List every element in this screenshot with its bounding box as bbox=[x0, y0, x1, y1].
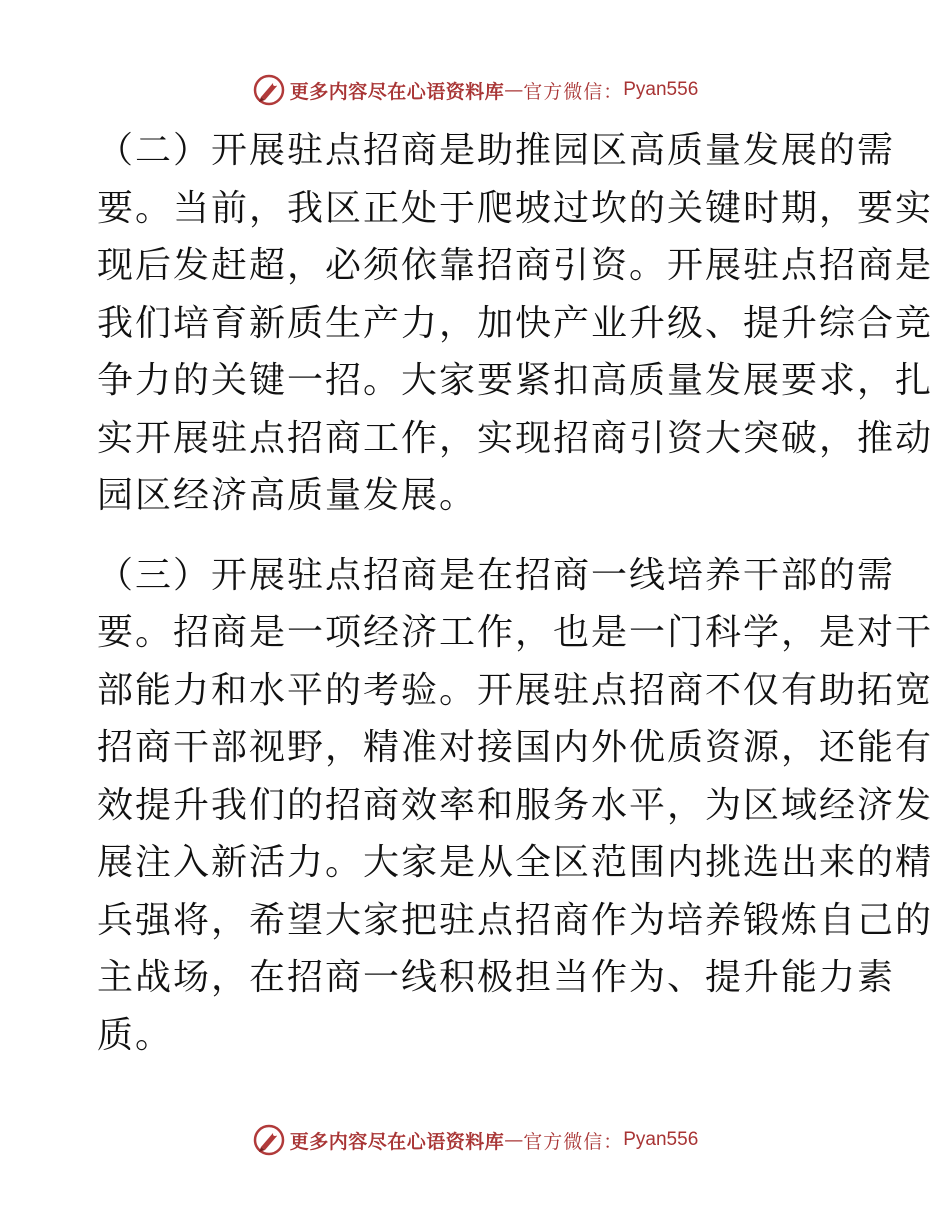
text-line: 招商干部视野，精准对接国内外优质资源，还能有 bbox=[97, 727, 934, 768]
text-line: 园区经济高质量发展。 bbox=[97, 475, 478, 516]
text-line: 实开展驻点招商工作，实现招商引资大突破，推动 bbox=[97, 417, 934, 459]
text-line: 兵强将，希望大家把驻点招商作为培养锻炼自己的 bbox=[97, 899, 934, 941]
paragraph-2 bbox=[97, 122, 934, 525]
banner-main-text: 更多内容尽在心语资料库 bbox=[289, 1130, 505, 1153]
text-line: 争力的关键一招。大家要紧扣高质量发展要求，扎 bbox=[97, 360, 934, 401]
text-line: 主战场，在招商一线积极担当作为、提升能力素 bbox=[97, 957, 896, 998]
header-watermark-banner bbox=[0, 70, 950, 110]
footer-watermark-banner bbox=[0, 1120, 950, 1160]
banner-wechat-label: 官方微信： bbox=[523, 1130, 624, 1153]
text-line: （二）开展驻点招商是助推园区高质量发展的需 bbox=[97, 130, 896, 171]
text-line: 现后发赶超，必须依靠招商引资。开展驻点招商是 bbox=[97, 245, 934, 286]
banner-separator: — bbox=[504, 1129, 524, 1151]
pen-logo-icon bbox=[252, 73, 286, 107]
banner-main-text: 更多内容尽在心语资料库 bbox=[289, 80, 505, 103]
paragraph-3 bbox=[97, 547, 934, 1065]
text-line: 我们培育新质生产力，加快产业升级、提升综合竞 bbox=[97, 302, 934, 344]
text-line: 展注入新活力。大家是从全区范围内挑选出来的精 bbox=[97, 842, 934, 883]
text-line: 要。招商是一项经济工作，也是一门科学，是对干 bbox=[97, 612, 934, 653]
banner-wechat-label: 官方微信： bbox=[523, 80, 624, 103]
banner-wechat-id: Pyan556 bbox=[623, 79, 699, 100]
text-line: 质。 bbox=[97, 1014, 174, 1056]
text-line: 部能力和水平的考验。开展驻点招商不仅有助拓宽 bbox=[97, 669, 934, 711]
text-line: 效提升我们的招商效率和服务水平，为区域经济发 bbox=[97, 784, 934, 826]
text-line: （三）开展驻点招商是在招商一线培养干部的需 bbox=[97, 554, 896, 596]
text-line: 要。当前，我区正处于爬坡过坎的关键时期，要实 bbox=[97, 187, 934, 229]
document-body bbox=[97, 122, 934, 1086]
banner-wechat-id: Pyan556 bbox=[623, 1129, 699, 1150]
banner-separator: — bbox=[504, 79, 524, 101]
pen-logo-icon bbox=[252, 1123, 286, 1157]
